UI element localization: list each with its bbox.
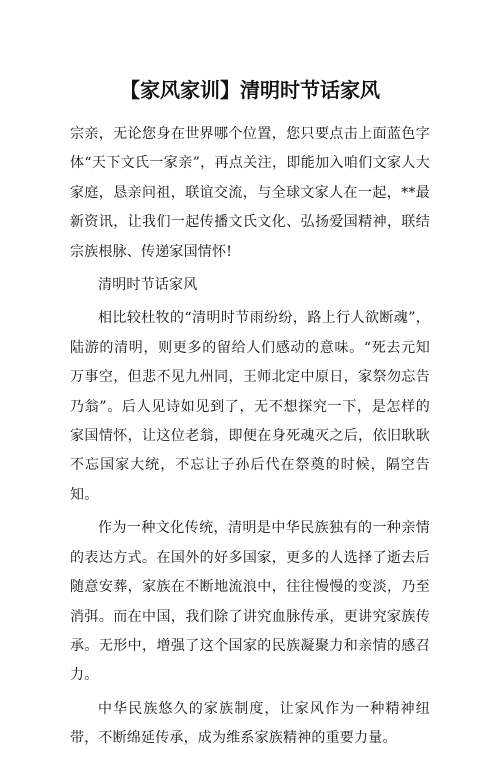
body-paragraph: 中华民族悠久的家族制度，让家风作为一种精神纽带，不断绵延传承，成为维系家族精神的重要力量。 (70, 700, 430, 747)
section-heading: 清明时节话家风 (98, 277, 198, 294)
document-body (70, 120, 430, 758)
body-paragraph: 相比较杜牧的“清明时节雨纷纷，路上行人欲断魂”，陆游的清明，则更多的留给人们感动的意味。“死去元知万事空，但悲不见九州同，王师北定中原日，家祭勿忘告乃翁”。后人见诗如见到了，无不想探究一下，是怎样的家国情怀，让这位老翁，即便在身死魂灭之后，依旧耿耿不忘国家大统，不忘让子孙后代在祭奠的时候，隔空告知。 (70, 310, 430, 503)
intro-paragraph: 宗亲，无论您身在世界哪个位置，您只要点击上面蓝色字体“天下文氏一家亲”，再点关注，即能加入咱们文家人大家庭，恳亲问祖，联谊交流，与全球文家人在一起，**最新资讯，让我们一起传播文氏文化、弘扬爱国精神，联结宗族根脉、传递家国情怀! (70, 126, 430, 260)
body-paragraph: 作为一种文化传统，清明是中华民族独有的一种亲情的表达方式。在国外的好多国家，更多的人选择了逝去后随意安葬，家族在不断地流浪中，往往慢慢的变淡，乃至消弭。而在中国，我们除了讲究血脉传承，更讲究家族传承。无形中，增强了这个国家的民族凝聚力和亲情的感召力。 (70, 520, 430, 684)
document-title: 【家风家训】清明时节话家风 (120, 78, 380, 102)
